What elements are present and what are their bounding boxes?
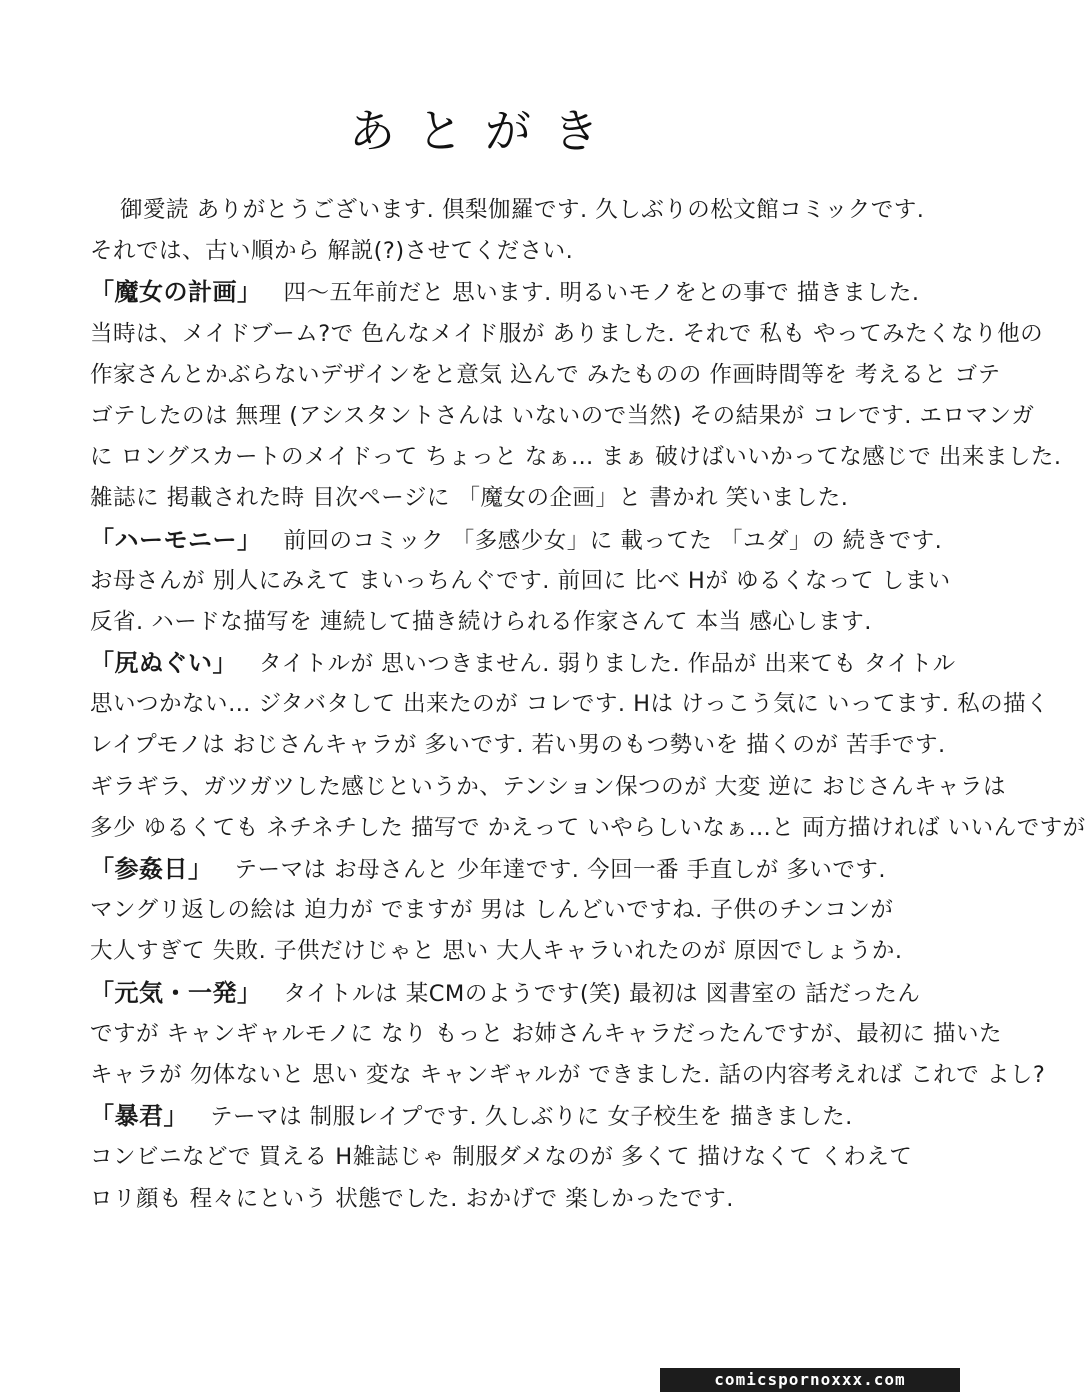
section-line: 「尻ぬぐい」 タイトルが 思いつきません. 弱りました. 作品が 出来ても タイトル xyxy=(90,649,956,678)
section-line: 「元気・一発」 タイトルは 某CMのようです(笑) 最初は 図書室の 話だったん xyxy=(90,978,921,1007)
page-title: あとがき xyxy=(349,104,621,158)
text-line: 当時は、メイドブーム?で 色んなメイド服が ありました. それで 私も やってみたくなり他の xyxy=(90,320,1044,347)
text-line: 多少 ゆるくても ネチネチした 描写で かえって いやらしいなぁ…と 両方描ければ いいんですが xyxy=(90,814,1086,841)
section-line: 「ハーモニー」 前回のコミック 「多感少女」に 載ってた 「ユダ」の 続きです. xyxy=(90,525,943,554)
text-line: 御愛読 ありがとうございます. 倶梨伽羅です. 久しぶりの松文館コミックです. xyxy=(120,197,925,223)
section-title: 「魔女の計画」 xyxy=(90,278,262,307)
text-line: ですが キャンギャルモノに なり もっと お姉さんキャラだったんですが、最初に 描いた xyxy=(90,1020,1003,1047)
text-line: ギラギラ、ガツガツした感じというか、テンション保つのが 大変 逆に おじさんキャラは xyxy=(90,773,1007,800)
section-title: 「参姦日」 xyxy=(90,855,213,883)
watermark: comicspornoxxx.com xyxy=(660,1368,960,1392)
afterword-body xyxy=(90,190,1086,1220)
text-line: に ロングスカートのメイドって ちょっと なぁ… まぁ 破けばいいかってな感じで 出来ました. xyxy=(90,444,1062,471)
section-line: 「魔女の計画」 四～五年前だと 思います. 明るいモノをとの事で 描きました. xyxy=(90,278,920,307)
section-title: 「ハーモニー」 xyxy=(90,525,262,554)
text-line: お母さんが 別人にみえて まいっちんぐです. 前回に 比べ Hが ゆるくなって しまい xyxy=(90,567,951,594)
text-line: 反省. ハードな描写を 連続して描き続けられる作家さんて 本当 感心します. xyxy=(90,608,872,635)
text-line: レイプモノは おじさんキャラが 多いです. 若い男のもつ勢いを 描くのが 苦手です. xyxy=(90,732,946,759)
section-title: 「元気・一発」 xyxy=(90,978,262,1007)
text-line: 雑誌に 掲載された時 目次ページに 「魔女の企画」と 書かれ 笑いました. xyxy=(90,485,849,512)
text-line: キャラが 勿体ないと 思い 変な キャンギャルが できました. 話の内容考えれば これで よし? xyxy=(90,1061,1046,1088)
section-title: 「暴君」 xyxy=(90,1102,188,1131)
text-line: 思いつかない… ジタバタして 出来たのが コレです. Hは けっこう気に いってます. 私の描く xyxy=(90,691,1050,718)
section-title: 「尻ぬぐい」 xyxy=(90,649,237,678)
section-line: 「参姦日」 テーマは お母さんと 少年達です. 今回一番 手直しが 多いです. xyxy=(90,855,887,883)
text-line: ロリ顔も 程々にという 状態でした. おかげで 楽しかったです. xyxy=(90,1185,734,1212)
text-line: コンビニなどで 買える H雑誌じゃ 制服ダメなのが 多くて 描けなくて くわえて xyxy=(90,1144,913,1171)
text-line: 大人すぎて 失敗. 子供だけじゃと 思い 大人キャラいれたのが 原因でしょうか. xyxy=(90,938,903,965)
text-line: それでは、古い順から 解説(?)させてください. xyxy=(90,238,574,265)
text-line: マングリ返しの絵は 迫力が でますが 男は しんどいですね. 子供のチンコンが xyxy=(90,897,894,924)
text-line: 作家さんとかぶらないデザインをと意気 込んで みたものの 作画時間等を 考えると ゴテ xyxy=(90,361,1001,388)
text-line: ゴテしたのは 無理 (アシスタントさんは いないので当然) その結果が コレです. エロマンガ xyxy=(90,402,1035,429)
section-line: 「暴君」 テーマは 制服レイプです. 久しぶりに 女子校生を 描きました. xyxy=(90,1102,853,1131)
